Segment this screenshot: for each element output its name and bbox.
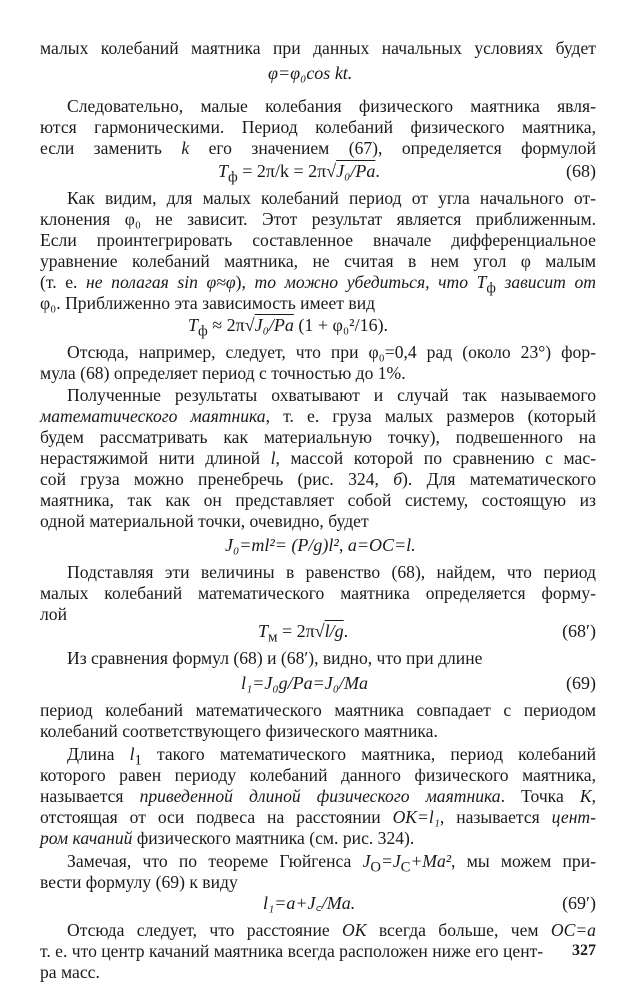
text-line: (т. е. не полагая sin φ≈φ), то можно убедиться, что $T_ф$ зависит от (40, 272, 596, 297)
text-line: Следовательно, малые колебания физического маятника явля- (67, 96, 596, 116)
text-line: математического маятника, т. е. груза малых размеров (который (40, 406, 596, 426)
text-line: Длина $l_1$ такого математического маятника, период колебаний (67, 744, 596, 769)
equation-number: (69) (566, 673, 596, 693)
text-line: φ₀. Приближенно эта зависимость имеет вид (40, 293, 376, 313)
formula-69: l₁=J₀g/Pa=J₀/Ma (241, 673, 369, 693)
text-line: лой (40, 604, 67, 624)
text-line: период колебаний математического маятника совпадает с периодом (40, 700, 596, 720)
text-line: Полученные результаты охватывают и случай так называемого (67, 385, 596, 405)
text-line: одной материальной точки, очевидно, будет (40, 511, 369, 531)
text-line: малых колебаний математического маятника определяется форму- (40, 583, 596, 603)
text-line: Подставляя эти величины в равенство (68), найдем, что период (67, 562, 596, 582)
text-line: вести формулу (69) к виду (40, 872, 238, 892)
text-line: отстоящая от оси подвеса на расстоянии OK=l₁, называется цент- (40, 807, 596, 827)
text-line: малых колебаний маятника при данных начальных условиях будет (40, 38, 596, 58)
text-line: Отсюда следует, что расстояние OK всегда больше, чем OC=a (67, 920, 596, 940)
text-line: колебаний соответствующего физического маятника. (40, 721, 438, 741)
formula-jo: J₀=ml²= (P/g)l², a=OC=l. (225, 535, 416, 555)
text-line: Как видим, для малых колебаний период от угла начального от- (67, 188, 596, 208)
formula-68-prime: $T_м = 2\pi√l/g$. (258, 621, 349, 646)
text-line: которого равен периоду колебаний данного физического маятника, (40, 765, 596, 785)
formula-69-prime: l₁=a+J꜀/Ma. (263, 893, 356, 913)
formula-phi: φ=φ₀cos kt. (268, 63, 353, 83)
text-line: т. е. что центр качаний маятника всегда расположен ниже его цент- (40, 941, 544, 961)
formula-approx: $T_ф \approx 2\pi√J_0/Pa$ (1 + φ₀²/16). (188, 315, 389, 340)
text-line: маятника, так как он представляет собой систему, состоящую из (40, 490, 596, 510)
text-line: если заменить k его значением (67), определяется формулой (40, 138, 597, 158)
text-line: ра масс. (40, 962, 100, 982)
page-number: 327 (572, 942, 596, 959)
text-line: Из сравнения формул (68) и (68′), видно, что при длине (67, 648, 483, 668)
text-line: клонения φ₀ не зависит. Этот результат является приближенным. (40, 209, 596, 229)
text-line: нерастяжимой нити длиной l, массой которой по сравнению с мас- (40, 448, 596, 468)
equation-number: (69′) (562, 893, 596, 913)
formula-68: $T_ф = 2\pi/k = 2\pi√J_0/Pa$. (218, 161, 380, 186)
text-line: называется приведенной длиной физического маятника. Точка K, (40, 786, 596, 806)
text-line: будем рассматривать как материальную точку), подвешенного на (40, 427, 596, 447)
text-line: сой груза можно пренебречь (рис. 324, б). Для математического (40, 469, 596, 489)
text-line: ются гармоническими. Период колебаний физического маятника, (40, 117, 596, 137)
text-line: Отсюда, например, следует, что при φ₀=0,4 рад (около 23°) фор- (67, 342, 596, 362)
text-line: Если проинтегрировать составленное вначале дифференциальное (40, 230, 596, 250)
text-line: Замечая, что по теореме Гюйгенса $J_O=J_C+Ma^2$, мы можем при- (67, 851, 596, 876)
text-line: ром качаний физического маятника (см. рис. 324). (40, 828, 415, 848)
equation-number: (68) (566, 161, 596, 181)
text-line: мула (68) определяет период с точностью до 1%. (40, 363, 406, 383)
text-line: уравнение колебаний маятника, не считая в нем угол φ малым (40, 251, 596, 271)
equation-number: (68′) (562, 621, 596, 641)
